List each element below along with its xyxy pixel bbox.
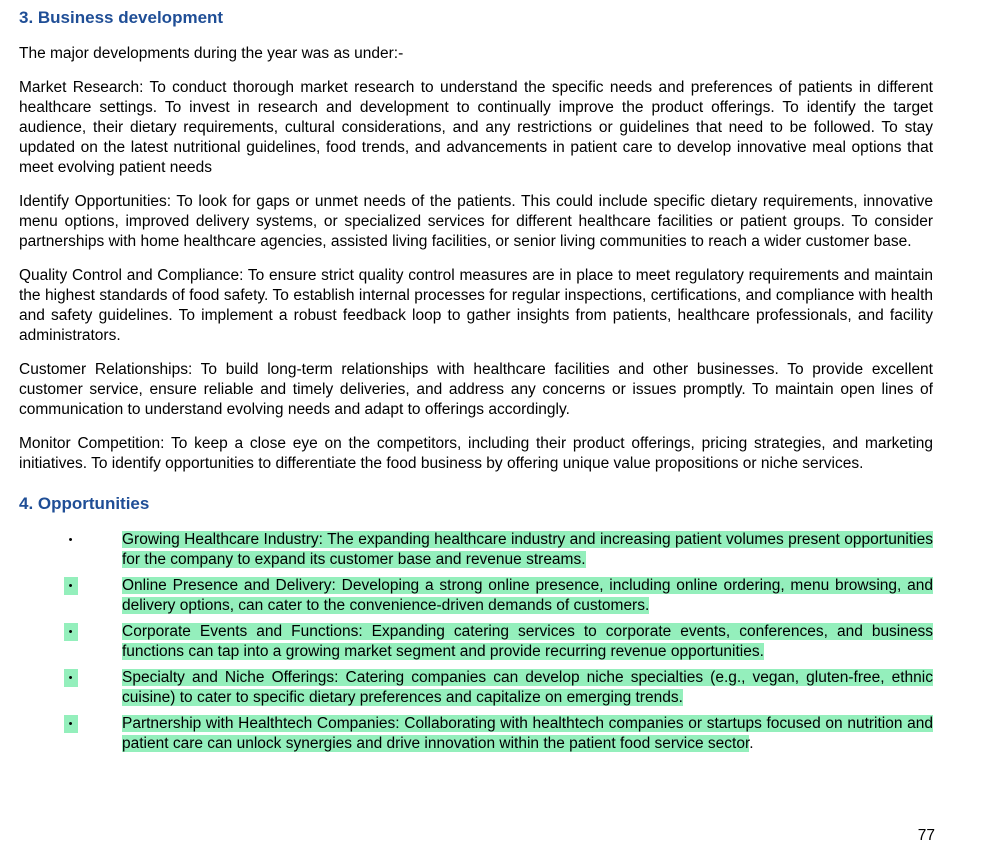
intro-paragraph: The major developments during the year was as under:- — [19, 45, 404, 62]
highlighted-text: Corporate Events and Functions: Expanding catering services to corporate events, conferences, and business functions can tap into a growing market segment and provide recurring revenue opportunities. — [122, 623, 933, 660]
paragraph-quality-control: Quality Control and Compliance: To ensure strict quality control measures are in place to meet regulatory requirements and maintain the highest standards of food safety. To establish internal processes for regular inspections, certifications, and compliance with health and safety guidelines. To implement a robust feedback loop to gather insights from patients, healthcare professionals, and facility administrators. — [19, 267, 933, 344]
section-heading-business-development: 3. Business development — [19, 8, 224, 27]
bullet-item-online-presence — [19, 576, 933, 616]
bullet-dot-icon: • — [68, 534, 73, 546]
bullet-text — [122, 622, 933, 662]
bullet-marker-cell — [19, 530, 122, 549]
bullet-text — [122, 668, 933, 708]
paragraph-monitor-competition: Monitor Competition: To keep a close eye on the competitors, including their product offerings, pricing strategies, and marketing initiatives. To identify opportunities to differentiate the food business by offering unique value propositions or niche services. — [19, 435, 933, 472]
bullet-text — [122, 576, 933, 616]
highlighted-text: Growing Healthcare Industry: The expanding healthcare industry and increasing patient volumes present opportunities for the company to expand its customer base and revenue streams. — [122, 531, 933, 568]
bullet-marker-cell — [19, 714, 122, 733]
bullet-dot-icon: • — [64, 669, 78, 687]
bullet-item-specialty-niche — [19, 668, 933, 708]
page-number: 77 — [917, 827, 935, 844]
bullet-marker-cell — [19, 622, 122, 641]
paragraph-market-research: Market Research: To conduct thorough market research to understand the specific needs and preferences of patients in different healthcare settings. To invest in research and development to continually improve the product offerings. To identify the target audience, their dietary requirements, cultural considerations, and any restrictions or guidelines that need to be followed. To stay updated on the latest nutritional guidelines, food trends, and advancements in patient care to develop innovative meal options that meet evolving patient needs — [19, 79, 933, 176]
bullet-marker-cell — [19, 668, 122, 687]
bullet-text — [122, 530, 933, 570]
bullet-item-partnership-healthtech — [19, 714, 933, 754]
bullet-dot-icon: • — [64, 577, 78, 595]
unhighlighted-tail: . — [749, 735, 754, 752]
bullet-marker-cell — [19, 576, 122, 595]
bullet-item-corporate-events — [19, 622, 933, 662]
bullet-item-growing-healthcare — [19, 530, 933, 570]
paragraph-identify-opportunities: Identify Opportunities: To look for gaps or unmet needs of the patients. This could include specific dietary requirements, innovative menu options, improved delivery systems, or specialized services for different healthcare facilities or patient groups. To consider partnerships with home healthcare agencies, assisted living facilities, or senior living communities to reach a wider customer base. — [19, 193, 933, 250]
highlighted-text: Partnership with Healthtech Companies: Collaborating with healthtech companies or startups focused on nutrition and patient care can unlock synergies and drive innovation within the patient food service sector — [122, 715, 933, 752]
highlighted-text: Specialty and Niche Offerings: Catering companies can develop niche specialties (e.g., vegan, gluten-free, ethnic cuisine) to cater to specific dietary preferences and capitalize on emerging trends. — [122, 669, 933, 706]
highlighted-text: Online Presence and Delivery: Developing a strong online presence, including online ordering, menu browsing, and delivery options, can cater to the convenience-driven demands of customers. — [122, 577, 933, 614]
section-heading-opportunities: 4. Opportunities — [19, 494, 150, 513]
bullet-dot-icon: • — [64, 623, 78, 641]
opportunities-bullet-list — [19, 530, 933, 754]
paragraph-customer-relationships: Customer Relationships: To build long-term relationships with healthcare facilities and other businesses. To provide excellent customer service, ensure reliable and timely deliveries, and address any concerns or issues promptly. To maintain open lines of communication to understand evolving needs and adapt to offerings accordingly. — [19, 361, 933, 418]
bullet-text — [122, 714, 933, 754]
bullet-dot-icon: • — [64, 715, 78, 733]
